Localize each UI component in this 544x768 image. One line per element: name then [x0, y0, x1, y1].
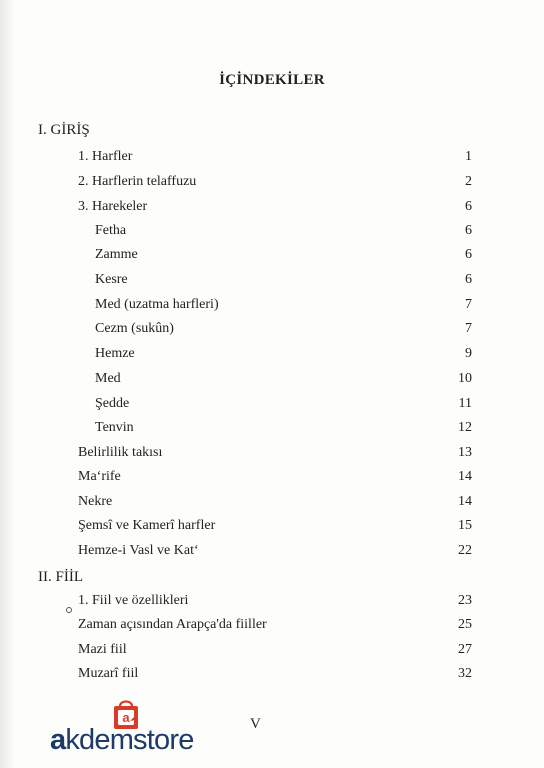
toc-entry: [95, 245, 472, 265]
toc-entry-page: 14: [458, 494, 472, 509]
page-gutter-shadow: [0, 0, 16, 768]
stray-ink-mark: [66, 607, 72, 613]
toc-entry-label: Hemze-i Vasl ve Kat‘: [78, 543, 199, 558]
toc-entry: [78, 467, 472, 487]
toc-entry: [78, 197, 472, 217]
toc-entry: [78, 615, 472, 635]
toc-entry-page: 15: [458, 518, 472, 533]
toc-entry-page: 23: [458, 593, 472, 608]
toc-entry: [95, 369, 472, 389]
toc-entry: [95, 394, 472, 414]
toc-entry-label: Nekre: [78, 494, 113, 509]
toc-entry-label: Kesre: [95, 272, 128, 287]
toc-section-label: II. FİİL: [38, 569, 83, 585]
toc-entry-label: Zamme: [95, 247, 138, 262]
toc-entry: [78, 172, 472, 192]
toc-entry-page: 2: [465, 174, 472, 189]
page-title: İÇİNDEKİLER: [219, 72, 325, 88]
toc-entry: [78, 516, 472, 536]
toc-entry-label: 2. Harflerin telaffuzu: [78, 174, 197, 189]
toc-entry: [78, 640, 472, 660]
toc-entry-label: Med (uzatma harfleri): [95, 297, 219, 312]
toc-entry: [95, 221, 472, 241]
toc-entry: [78, 591, 472, 611]
toc-entry-page: 6: [465, 199, 472, 214]
watermark-logo: [50, 722, 194, 758]
toc-entry-label: Fetha: [95, 223, 127, 238]
toc-section: [38, 120, 474, 140]
toc-entry-page: 12: [458, 420, 472, 435]
toc-entry: [78, 443, 472, 463]
toc-entry-label: Ma‘rife: [78, 469, 121, 484]
toc-entry-page: 6: [465, 272, 472, 287]
toc-entry: [78, 664, 472, 684]
toc-entry-label: Med: [95, 371, 121, 386]
toc-entry: [95, 270, 472, 290]
toc-entry-label: Zaman açısından Arapça'da fiiller: [78, 617, 267, 632]
toc-entry: [95, 295, 472, 315]
toc-entry-page: 13: [458, 445, 472, 460]
toc-entry-page: 22: [458, 543, 472, 558]
toc-entry-page: 11: [458, 396, 472, 411]
toc-entry-label: Şedde: [95, 396, 130, 411]
toc-entry: [95, 344, 472, 364]
toc-entry: [78, 492, 472, 512]
page-folio: V: [250, 716, 261, 732]
toc-entry-page: 1: [465, 149, 472, 164]
logo-wordmark: kdemstore: [65, 724, 194, 756]
toc-entry-label: Belirlilik takısı: [78, 445, 163, 460]
toc-entry-label: Mazi fiil: [78, 642, 127, 657]
toc-entry-label: 1. Fiil ve özellikleri: [78, 593, 189, 608]
toc-entry-page: 6: [465, 223, 472, 238]
toc-entry-page: 25: [458, 617, 472, 632]
toc-entry-page: 10: [458, 371, 472, 386]
toc-entry-page: 9: [465, 346, 472, 361]
bag-letter: a: [122, 710, 130, 725]
toc-entry-label: Muzarî fiil: [78, 666, 139, 681]
toc-entry-page: 7: [465, 297, 472, 312]
toc-entry-page: 6: [465, 247, 472, 262]
logo-letter-a: a: [50, 724, 66, 756]
toc-entry-page: 27: [458, 642, 472, 657]
toc-entry: [78, 541, 472, 561]
toc-section-label: I. GİRİŞ: [38, 122, 90, 138]
toc-entry-label: Cezm (sukûn): [95, 321, 174, 336]
toc-entry-page: 7: [465, 321, 472, 336]
toc-entry-label: Hemze: [95, 346, 135, 361]
toc-entry: [95, 319, 472, 339]
toc-entry-label: 1. Harfler: [78, 149, 133, 164]
toc-entry-label: Tenvin: [95, 420, 134, 435]
toc-entry-label: Şemsî ve Kamerî harfler: [78, 518, 216, 533]
toc-entry: [78, 147, 472, 167]
toc-entry-label: 3. Harekeler: [78, 199, 148, 214]
toc-entry: [95, 418, 472, 438]
toc-entry-page: 32: [458, 666, 472, 681]
toc-section: [38, 567, 474, 587]
toc-entry-page: 14: [458, 469, 472, 484]
